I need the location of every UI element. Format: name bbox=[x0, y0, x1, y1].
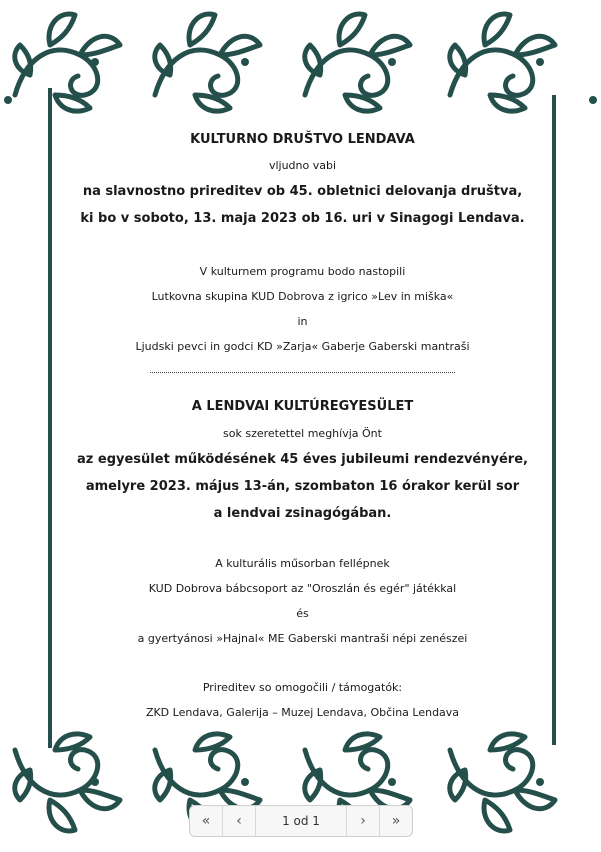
page-navigator bbox=[189, 805, 413, 837]
border-right bbox=[552, 95, 556, 745]
last-page-button[interactable] bbox=[379, 806, 412, 836]
sl-event-line2: ki bo v soboto, 13. maja 2023 ob 16. uri v Sinagogi Lendava. bbox=[80, 211, 525, 226]
sl-title: KULTURNO DRUŠTVO LENDAVA bbox=[190, 132, 415, 147]
first-page-button[interactable] bbox=[190, 806, 223, 836]
sponsors-label: Prireditev so omogočili / támogatók: bbox=[202, 681, 403, 694]
hu-event-line1: az egyesület működésének 45 éves jubileumi rendezvényére, bbox=[77, 452, 528, 467]
sl-invites: vljudno vabi bbox=[268, 159, 337, 172]
hu-performer2: a gyertyánosi »Hajnal« ME Gaberski mantraši népi zenészei bbox=[137, 632, 468, 645]
sl-event-line1: na slavnostno prireditev ob 45. obletnici delovanja društva, bbox=[82, 184, 523, 199]
hu-conj: és bbox=[296, 607, 309, 620]
hu-performer1: KUD Dobrova bábcsoport az "Oroszlán és egér" játékkal bbox=[148, 582, 457, 595]
double-chevron-left-icon: « bbox=[201, 813, 211, 829]
hu-event-line3: a lendvai zsinagógában. bbox=[213, 506, 392, 521]
sl-performer1: Lutkovna skupina KUD Dobrova z igrico »Lev in miška« bbox=[151, 290, 454, 303]
hu-title: A LENDVAI KULTÚREGYESÜLET bbox=[191, 399, 414, 414]
double-chevron-right-icon: » bbox=[391, 813, 401, 829]
previous-page-button[interactable] bbox=[223, 806, 256, 836]
next-page-button[interactable] bbox=[346, 806, 379, 836]
sponsors-list: ZKD Lendava, Galerija – Muzej Lendava, Občina Lendava bbox=[145, 706, 460, 719]
dotted-separator bbox=[150, 372, 455, 373]
page-indicator: 1 od 1 bbox=[282, 814, 320, 828]
hu-program-intro: A kulturális műsorban fellépnek bbox=[215, 557, 390, 570]
sl-conj: in bbox=[297, 315, 308, 328]
chevron-right-icon: › bbox=[360, 813, 366, 829]
hu-invites: sok szeretettel meghívja Önt bbox=[223, 427, 382, 440]
sl-program-intro: V kulturnem programu bodo nastopili bbox=[199, 265, 406, 278]
chevron-left-icon: ‹ bbox=[236, 813, 242, 829]
hu-event-line2: amelyre 2023. május 13-án, szombaton 16 órakor kerül sor bbox=[85, 479, 520, 494]
sl-performer2: Ljudski pevci in godci KD »Zarja« Gaberje Gaberski mantraši bbox=[135, 340, 470, 353]
border-left bbox=[48, 88, 52, 748]
